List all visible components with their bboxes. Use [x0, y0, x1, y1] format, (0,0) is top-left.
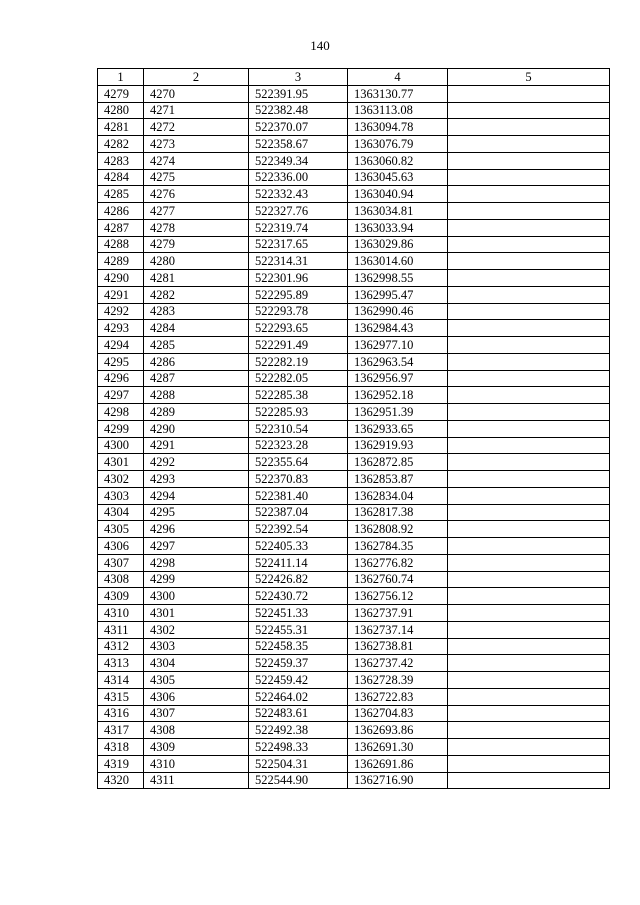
table-cell: 4275	[144, 169, 249, 186]
table-cell: 522392.54	[249, 521, 348, 538]
table-cell: 522464.02	[249, 688, 348, 705]
table-row	[98, 571, 610, 588]
table-cell: 4279	[98, 85, 144, 102]
table-cell: 4273	[144, 136, 249, 153]
table-cell: 1362738.81	[348, 638, 448, 655]
table-row	[98, 722, 610, 739]
table-cell: 4302	[98, 471, 144, 488]
column-header: 1	[98, 69, 144, 86]
table-cell: 1362776.82	[348, 554, 448, 571]
table-cell: 4294	[144, 487, 249, 504]
table-cell: 4294	[98, 337, 144, 354]
table-cell: 1362834.04	[348, 487, 448, 504]
table-row	[98, 739, 610, 756]
table-cell: 522430.72	[249, 588, 348, 605]
table-cell: 1362963.54	[348, 353, 448, 370]
table-cell: 4281	[98, 119, 144, 136]
table-cell: 4274	[144, 152, 249, 169]
table-cell: 4272	[144, 119, 249, 136]
table-cell	[448, 772, 610, 789]
table-row	[98, 337, 610, 354]
table-cell: 4292	[98, 303, 144, 320]
table-row	[98, 85, 610, 102]
table-row	[98, 521, 610, 538]
table-row	[98, 370, 610, 387]
table-cell: 1362704.83	[348, 705, 448, 722]
table-cell: 4270	[144, 85, 249, 102]
table-cell: 1363094.78	[348, 119, 448, 136]
table-cell: 522301.96	[249, 270, 348, 287]
table-cell: 1363029.86	[348, 236, 448, 253]
table-cell: 4304	[144, 655, 249, 672]
table-cell: 4293	[144, 471, 249, 488]
table-cell: 522293.65	[249, 320, 348, 337]
table-cell: 522349.34	[249, 152, 348, 169]
table-row	[98, 471, 610, 488]
table-cell: 1363060.82	[348, 152, 448, 169]
table-cell	[448, 320, 610, 337]
table-cell: 522387.04	[249, 504, 348, 521]
table-cell: 4309	[98, 588, 144, 605]
table-cell	[448, 270, 610, 287]
table-row	[98, 152, 610, 169]
table-cell: 1363033.94	[348, 219, 448, 236]
table-row	[98, 638, 610, 655]
table-cell: 522459.42	[249, 672, 348, 689]
table-cell	[448, 236, 610, 253]
table-cell: 1363034.81	[348, 203, 448, 220]
table-cell: 522455.31	[249, 621, 348, 638]
table-row	[98, 672, 610, 689]
table-row	[98, 404, 610, 421]
table-cell: 1363045.63	[348, 169, 448, 186]
table-cell: 4281	[144, 270, 249, 287]
table-row	[98, 219, 610, 236]
table-cell: 4282	[144, 286, 249, 303]
table-cell: 4305	[98, 521, 144, 538]
table-cell: 4315	[98, 688, 144, 705]
table-cell: 4284	[98, 169, 144, 186]
table-cell: 4299	[144, 571, 249, 588]
table-cell: 4286	[144, 353, 249, 370]
table-cell: 522282.05	[249, 370, 348, 387]
table-cell: 4296	[98, 370, 144, 387]
table-row	[98, 605, 610, 622]
table-cell: 4287	[98, 219, 144, 236]
table-cell: 522358.67	[249, 136, 348, 153]
table-cell: 1362977.10	[348, 337, 448, 354]
table-cell	[448, 621, 610, 638]
table-row	[98, 320, 610, 337]
table-cell: 4318	[98, 739, 144, 756]
table-cell: 1363040.94	[348, 186, 448, 203]
table-row	[98, 387, 610, 404]
table-cell: 4312	[98, 638, 144, 655]
table-cell: 4316	[98, 705, 144, 722]
table-row	[98, 538, 610, 555]
table-cell: 522483.61	[249, 705, 348, 722]
table-cell: 4292	[144, 454, 249, 471]
table-cell: 4280	[144, 253, 249, 270]
table-cell	[448, 203, 610, 220]
table-row	[98, 136, 610, 153]
table-cell: 522291.49	[249, 337, 348, 354]
table-cell: 4278	[144, 219, 249, 236]
table-cell	[448, 420, 610, 437]
table-cell: 4309	[144, 739, 249, 756]
table-cell: 1362990.46	[348, 303, 448, 320]
table-row	[98, 705, 610, 722]
table-cell: 522293.78	[249, 303, 348, 320]
table-cell: 522459.37	[249, 655, 348, 672]
table-cell	[448, 404, 610, 421]
table-cell	[448, 605, 610, 622]
table-cell: 4277	[144, 203, 249, 220]
table-cell	[448, 85, 610, 102]
table-row	[98, 186, 610, 203]
table-cell: 4311	[98, 621, 144, 638]
table-cell: 4291	[98, 286, 144, 303]
table-cell: 4319	[98, 755, 144, 772]
table-cell: 4300	[98, 437, 144, 454]
table-cell	[448, 504, 610, 521]
table-header-row	[98, 69, 610, 86]
table-cell: 4307	[98, 554, 144, 571]
page-number: 140	[310, 38, 330, 53]
table-cell	[448, 353, 610, 370]
table-row	[98, 253, 610, 270]
table-cell	[448, 337, 610, 354]
table-cell: 1362956.97	[348, 370, 448, 387]
table-cell: 4285	[98, 186, 144, 203]
table-cell: 4317	[98, 722, 144, 739]
table-row	[98, 755, 610, 772]
table-cell: 1363113.08	[348, 102, 448, 119]
table-cell: 1362952.18	[348, 387, 448, 404]
table-cell	[448, 387, 610, 404]
table-cell: 522451.33	[249, 605, 348, 622]
table-cell: 1362853.87	[348, 471, 448, 488]
table-cell: 522498.33	[249, 739, 348, 756]
table-cell	[448, 102, 610, 119]
table-cell: 4291	[144, 437, 249, 454]
table-cell	[448, 755, 610, 772]
table-cell: 4297	[98, 387, 144, 404]
table-cell: 4306	[144, 688, 249, 705]
table-cell	[448, 672, 610, 689]
column-header: 3	[249, 69, 348, 86]
table-cell	[448, 722, 610, 739]
table-cell: 4283	[98, 152, 144, 169]
table-cell: 4284	[144, 320, 249, 337]
table-cell: 4290	[144, 420, 249, 437]
table-cell: 522492.38	[249, 722, 348, 739]
table-cell: 1362737.42	[348, 655, 448, 672]
table-cell: 522458.35	[249, 638, 348, 655]
table-cell: 522295.89	[249, 286, 348, 303]
table-cell	[448, 169, 610, 186]
table-cell: 522314.31	[249, 253, 348, 270]
table-row	[98, 688, 610, 705]
table-cell: 522355.64	[249, 454, 348, 471]
table-cell: 4289	[98, 253, 144, 270]
table-cell	[448, 253, 610, 270]
table-row	[98, 236, 610, 253]
table-cell	[448, 705, 610, 722]
table-cell: 4288	[98, 236, 144, 253]
column-header: 4	[348, 69, 448, 86]
table-cell: 4308	[98, 571, 144, 588]
table-cell: 1363130.77	[348, 85, 448, 102]
table-cell: 4307	[144, 705, 249, 722]
table-row	[98, 487, 610, 504]
table-cell: 4299	[98, 420, 144, 437]
table-row	[98, 102, 610, 119]
table-cell	[448, 521, 610, 538]
table-cell: 522391.95	[249, 85, 348, 102]
table-cell: 522544.90	[249, 772, 348, 789]
table-cell: 522310.54	[249, 420, 348, 437]
table-row	[98, 286, 610, 303]
table-cell: 4303	[144, 638, 249, 655]
table-cell: 4298	[98, 404, 144, 421]
table-cell: 4298	[144, 554, 249, 571]
table-cell: 522327.76	[249, 203, 348, 220]
table-cell	[448, 487, 610, 504]
table-cell	[448, 303, 610, 320]
table-cell: 4288	[144, 387, 249, 404]
table-cell: 522411.14	[249, 554, 348, 571]
table-cell	[448, 370, 610, 387]
table-cell: 1362691.86	[348, 755, 448, 772]
table-cell: 4279	[144, 236, 249, 253]
table-cell: 522282.19	[249, 353, 348, 370]
table-cell: 1362919.93	[348, 437, 448, 454]
table-cell: 4285	[144, 337, 249, 354]
table-cell	[448, 186, 610, 203]
table-row	[98, 203, 610, 220]
table-cell: 4301	[98, 454, 144, 471]
table-cell: 1362872.85	[348, 454, 448, 471]
table-cell: 522317.65	[249, 236, 348, 253]
table-cell: 1362998.55	[348, 270, 448, 287]
table-cell: 522285.38	[249, 387, 348, 404]
table-cell: 4295	[98, 353, 144, 370]
table-cell: 4310	[98, 605, 144, 622]
table-cell: 522382.48	[249, 102, 348, 119]
table-cell	[448, 688, 610, 705]
table-cell: 1362995.47	[348, 286, 448, 303]
table-cell: 4287	[144, 370, 249, 387]
table-cell: 1363014.60	[348, 253, 448, 270]
table-cell: 1362756.12	[348, 588, 448, 605]
table-cell	[448, 119, 610, 136]
table-cell: 522370.07	[249, 119, 348, 136]
table-cell: 1362817.38	[348, 504, 448, 521]
table-row	[98, 420, 610, 437]
table-cell	[448, 152, 610, 169]
column-header: 2	[144, 69, 249, 86]
table-row	[98, 169, 610, 186]
table-row	[98, 454, 610, 471]
column-header: 5	[448, 69, 610, 86]
table-cell: 4300	[144, 588, 249, 605]
table-cell: 4280	[98, 102, 144, 119]
table-cell: 4302	[144, 621, 249, 638]
table-cell: 4305	[144, 672, 249, 689]
table-row	[98, 621, 610, 638]
table-cell	[448, 739, 610, 756]
table-cell: 1362737.14	[348, 621, 448, 638]
table-cell: 4320	[98, 772, 144, 789]
table-cell: 1362691.30	[348, 739, 448, 756]
table-cell: 522370.83	[249, 471, 348, 488]
table-cell: 1362951.39	[348, 404, 448, 421]
table-cell: 1362984.43	[348, 320, 448, 337]
table-row	[98, 504, 610, 521]
table-cell: 1362693.86	[348, 722, 448, 739]
table-cell	[448, 454, 610, 471]
table-cell	[448, 638, 610, 655]
table-cell: 4297	[144, 538, 249, 555]
table-cell: 4271	[144, 102, 249, 119]
table-cell: 4293	[98, 320, 144, 337]
table-cell	[448, 538, 610, 555]
table-cell: 4276	[144, 186, 249, 203]
table-cell: 4301	[144, 605, 249, 622]
table-cell: 4313	[98, 655, 144, 672]
table-row	[98, 772, 610, 789]
table-row	[98, 554, 610, 571]
table-cell: 1362728.39	[348, 672, 448, 689]
table-cell: 1362737.91	[348, 605, 448, 622]
table-cell: 522285.93	[249, 404, 348, 421]
table-cell: 4308	[144, 722, 249, 739]
table-cell: 522319.74	[249, 219, 348, 236]
table-cell	[448, 219, 610, 236]
table-cell: 522504.31	[249, 755, 348, 772]
table-cell	[448, 286, 610, 303]
table-cell: 4282	[98, 136, 144, 153]
table-row	[98, 437, 610, 454]
table-cell	[448, 136, 610, 153]
table-cell: 4303	[98, 487, 144, 504]
table-cell: 1362808.92	[348, 521, 448, 538]
table-row	[98, 655, 610, 672]
table-row	[98, 303, 610, 320]
table-cell	[448, 655, 610, 672]
table-body	[98, 85, 610, 789]
table-cell: 4310	[144, 755, 249, 772]
table-cell	[448, 554, 610, 571]
table-cell: 4295	[144, 504, 249, 521]
coordinates-table	[97, 68, 610, 789]
table-cell: 4290	[98, 270, 144, 287]
table-cell: 4289	[144, 404, 249, 421]
table-row	[98, 353, 610, 370]
table-cell	[448, 588, 610, 605]
table-cell: 1362716.90	[348, 772, 448, 789]
table-cell: 1363076.79	[348, 136, 448, 153]
table-cell: 4304	[98, 504, 144, 521]
table-row	[98, 119, 610, 136]
table-row	[98, 588, 610, 605]
table-row	[98, 270, 610, 287]
table-cell: 4283	[144, 303, 249, 320]
table-cell: 522332.43	[249, 186, 348, 203]
table-cell: 4306	[98, 538, 144, 555]
table-cell: 1362760.74	[348, 571, 448, 588]
table-cell: 1362784.35	[348, 538, 448, 555]
table-cell: 522323.28	[249, 437, 348, 454]
table-cell: 4296	[144, 521, 249, 538]
table-cell: 1362933.65	[348, 420, 448, 437]
table-cell: 522405.33	[249, 538, 348, 555]
table-cell	[448, 571, 610, 588]
table-cell	[448, 471, 610, 488]
table-cell: 4311	[144, 772, 249, 789]
table-cell	[448, 437, 610, 454]
table-cell: 1362722.83	[348, 688, 448, 705]
table-cell: 4314	[98, 672, 144, 689]
table-cell: 522381.40	[249, 487, 348, 504]
table-cell: 4286	[98, 203, 144, 220]
table-cell: 522336.00	[249, 169, 348, 186]
table-cell: 522426.82	[249, 571, 348, 588]
